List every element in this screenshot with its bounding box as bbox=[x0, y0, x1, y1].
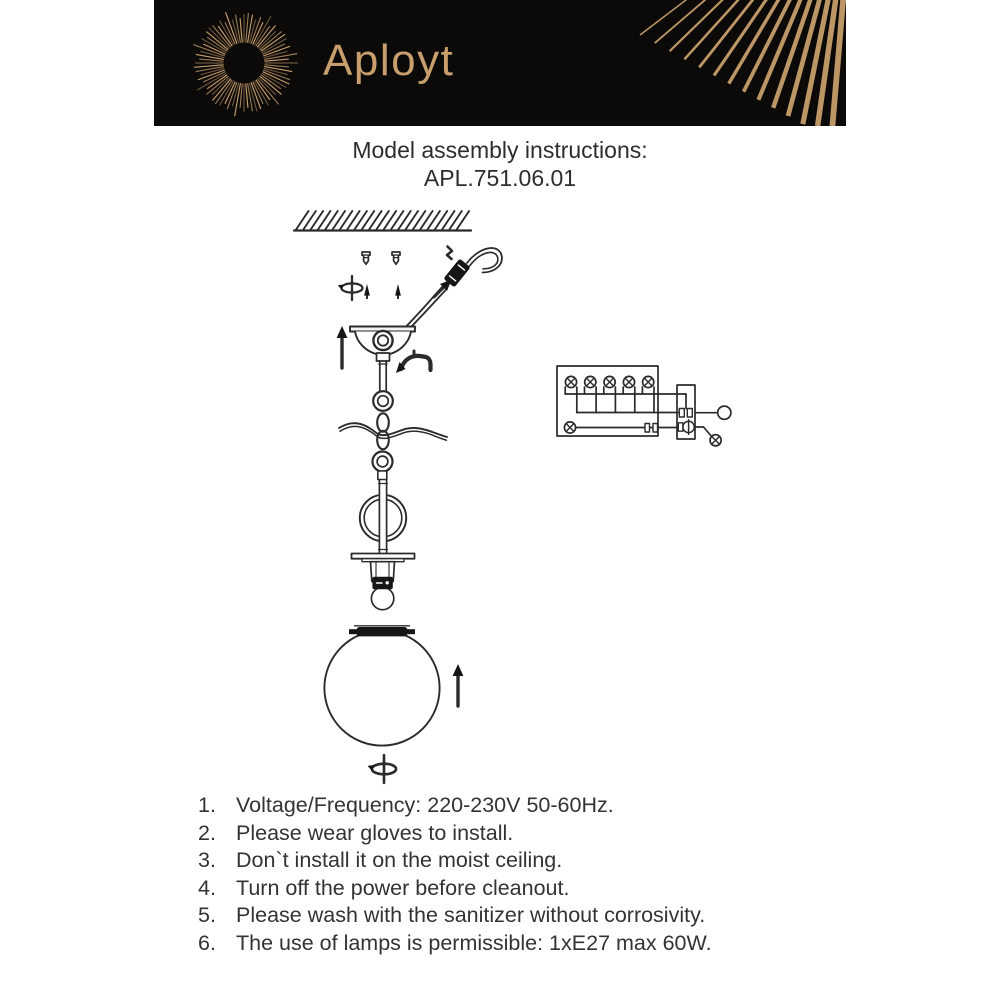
list-item bbox=[198, 820, 846, 848]
list-item bbox=[198, 792, 846, 820]
wire-connector bbox=[404, 247, 502, 332]
instruction-list bbox=[198, 792, 846, 958]
model-number: APL.751.06.01 bbox=[423, 165, 577, 191]
list-item bbox=[198, 930, 846, 958]
list-item bbox=[198, 875, 846, 903]
wiring-diagram bbox=[557, 366, 731, 446]
suspension-rod bbox=[339, 361, 447, 555]
list-item bbox=[198, 902, 846, 930]
item-text: Turn off the power before cleanout. bbox=[236, 875, 570, 900]
brand-name: Aployt bbox=[323, 36, 455, 85]
item-number: 5. bbox=[198, 903, 216, 928]
item-text: Voltage/Frequency: 220-230V 50-60Hz. bbox=[236, 793, 614, 817]
item-text: The use of lamps is permissible: 1xE27 max 60W. bbox=[236, 930, 712, 955]
up-arrow-icon bbox=[453, 664, 464, 706]
turn-screw-icon bbox=[368, 755, 397, 783]
item-number: 6. bbox=[198, 930, 216, 955]
lamp-socket bbox=[352, 554, 415, 610]
item-number: 2. bbox=[198, 820, 216, 845]
bulb-icon bbox=[371, 587, 393, 609]
item-text: Don`t install it on the moist ceiling. bbox=[236, 848, 563, 873]
item-number: 4. bbox=[198, 875, 216, 900]
turn-screw-icon bbox=[338, 276, 363, 300]
up-arrow-icon bbox=[337, 326, 348, 368]
item-text: Please wash with the sanitizer without corrosivity. bbox=[236, 903, 706, 928]
ceiling-hatch bbox=[294, 211, 471, 231]
list-item bbox=[198, 847, 846, 875]
wall-plug-icon bbox=[362, 252, 400, 264]
hook-tool-icon bbox=[396, 351, 431, 373]
screw-icon bbox=[364, 284, 401, 299]
item-number: 1. bbox=[198, 793, 216, 817]
page-title: Model assembly instructions: bbox=[352, 137, 648, 163]
ceiling-canopy bbox=[350, 327, 415, 362]
globe-shade bbox=[324, 626, 439, 746]
item-number: 3. bbox=[198, 848, 216, 873]
item-text: Please wear gloves to install. bbox=[236, 820, 514, 845]
